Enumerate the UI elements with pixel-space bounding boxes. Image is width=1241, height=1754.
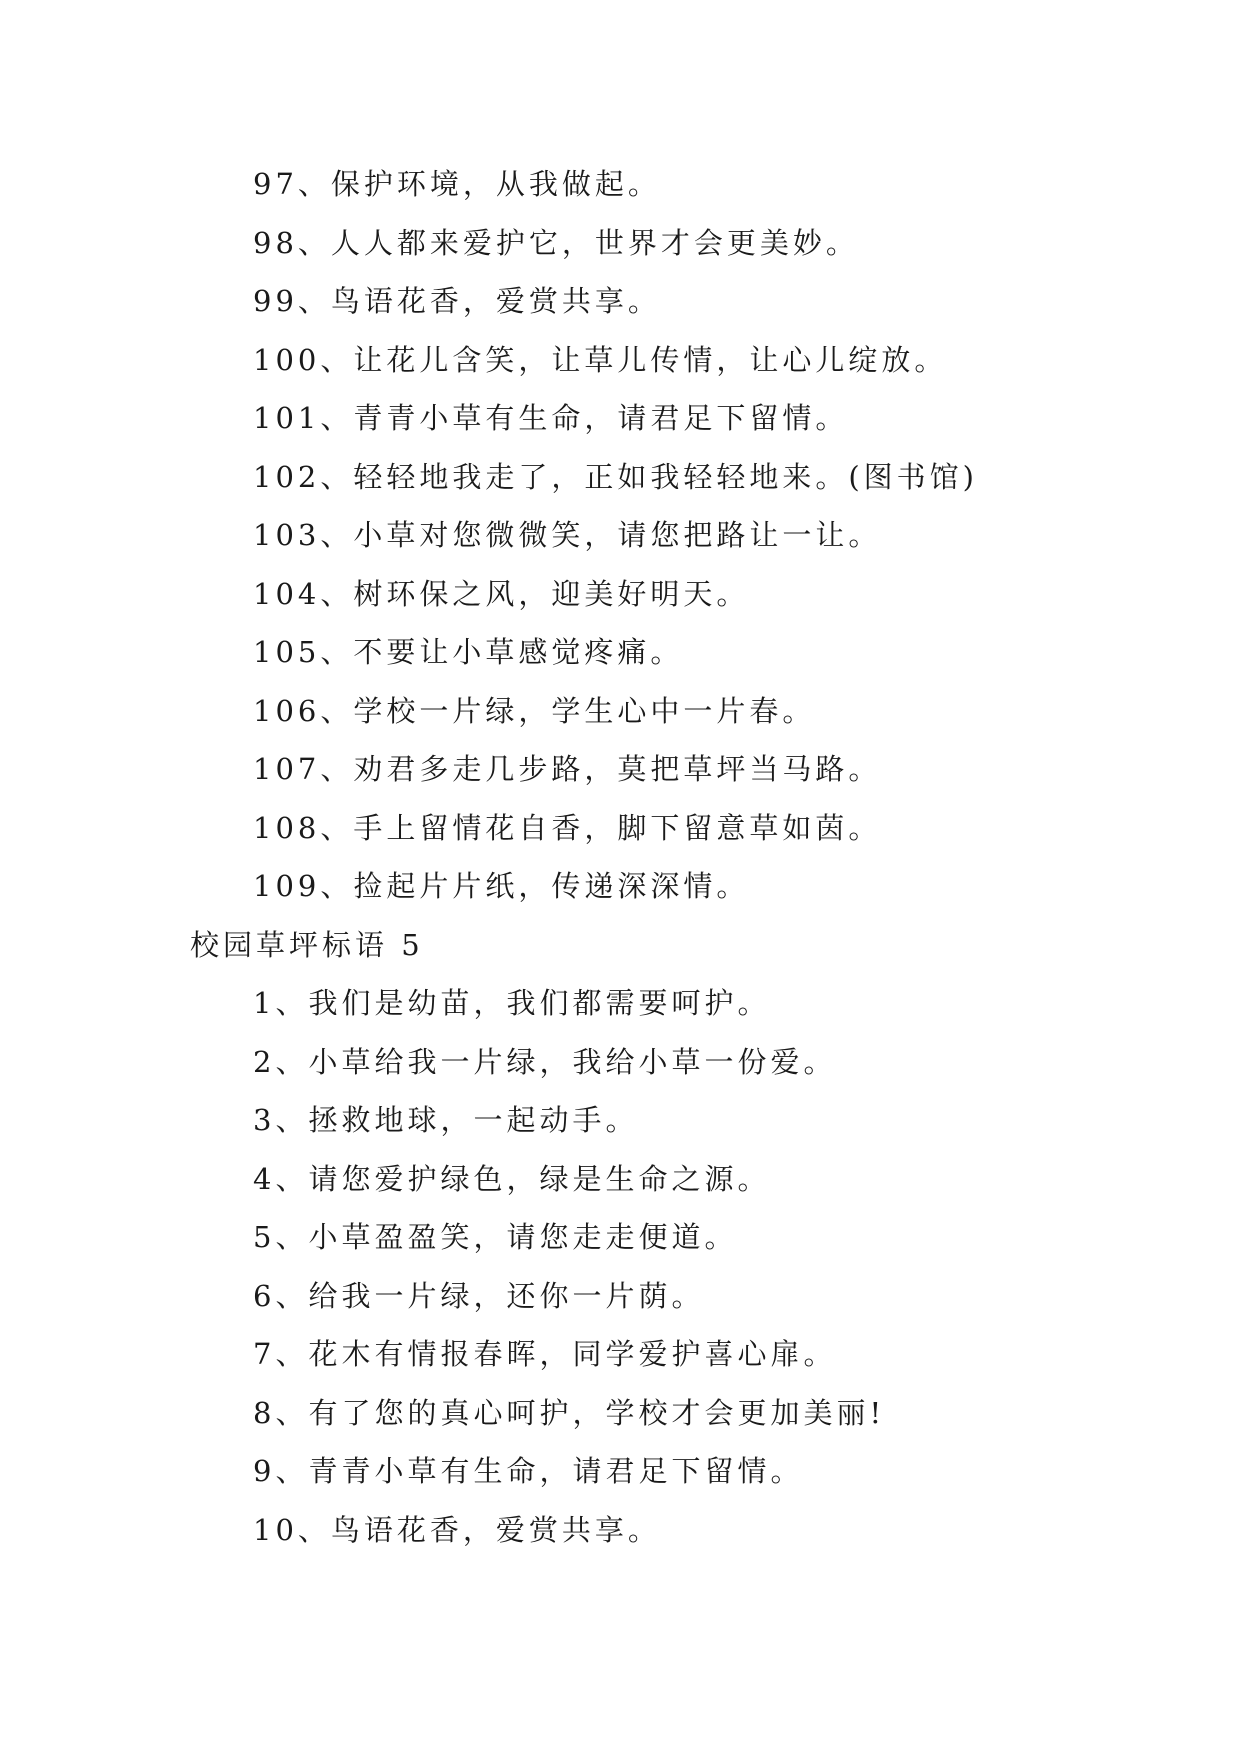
list-item: 7、花木有情报春晖，同学爱护喜心扉。 [253, 1337, 837, 1371]
slogan-list [0, 155, 1241, 1559]
list-item: 109、捡起片片纸，传递深深情。 [253, 869, 750, 903]
list-item: 4、请您爱护绿色，绿是生命之源。 [253, 1161, 771, 1196]
list-item: 97、保护环境，从我做起。 [253, 167, 661, 201]
list-item: 6、给我一片绿，还你一片荫。 [253, 1278, 705, 1313]
list-item: 5、小草盈盈笑，请您走走便道。 [253, 1220, 738, 1254]
list-item: 103、小草对您微微笑，请您把路让一让。 [253, 518, 882, 552]
list-item: 105、不要让小草感觉疼痛。 [253, 635, 684, 669]
list-item: 104、树环保之风，迎美好明天。 [253, 576, 750, 611]
list-item: 106、学校一片绿，学生心中一片春。 [253, 693, 816, 728]
section-heading: 校园草坪标语 5 [190, 927, 424, 962]
list-item: 102、轻轻地我走了，正如我轻轻地来。(图书馆) [253, 459, 978, 494]
list-item: 2、小草给我一片绿，我给小草一份爱。 [253, 1044, 837, 1079]
list-item: 99、鸟语花香，爱赏共享。 [253, 284, 661, 318]
list-item: 108、手上留情花自香，脚下留意草如茵。 [253, 810, 882, 845]
list-item: 100、让花儿含笑，让草儿传情，让心儿绽放。 [253, 342, 948, 377]
list-item: 9、青青小草有生命，请君足下留情。 [253, 1454, 804, 1488]
list-item: 8、有了您的真心呵护，学校才会更加美丽! [253, 1395, 886, 1430]
list-item: 98、人人都来爱护它，世界才会更美妙。 [253, 225, 859, 260]
list-item: 107、劝君多走几步路，莫把草坪当马路。 [253, 752, 882, 786]
list-item: 101、青青小草有生命，请君足下留情。 [253, 401, 849, 435]
list-item: 10、鸟语花香，爱赏共享。 [253, 1512, 661, 1547]
list-item: 1、我们是幼苗，我们都需要呵护。 [253, 986, 771, 1020]
list-item: 3、拯救地球，一起动手。 [253, 1103, 639, 1137]
